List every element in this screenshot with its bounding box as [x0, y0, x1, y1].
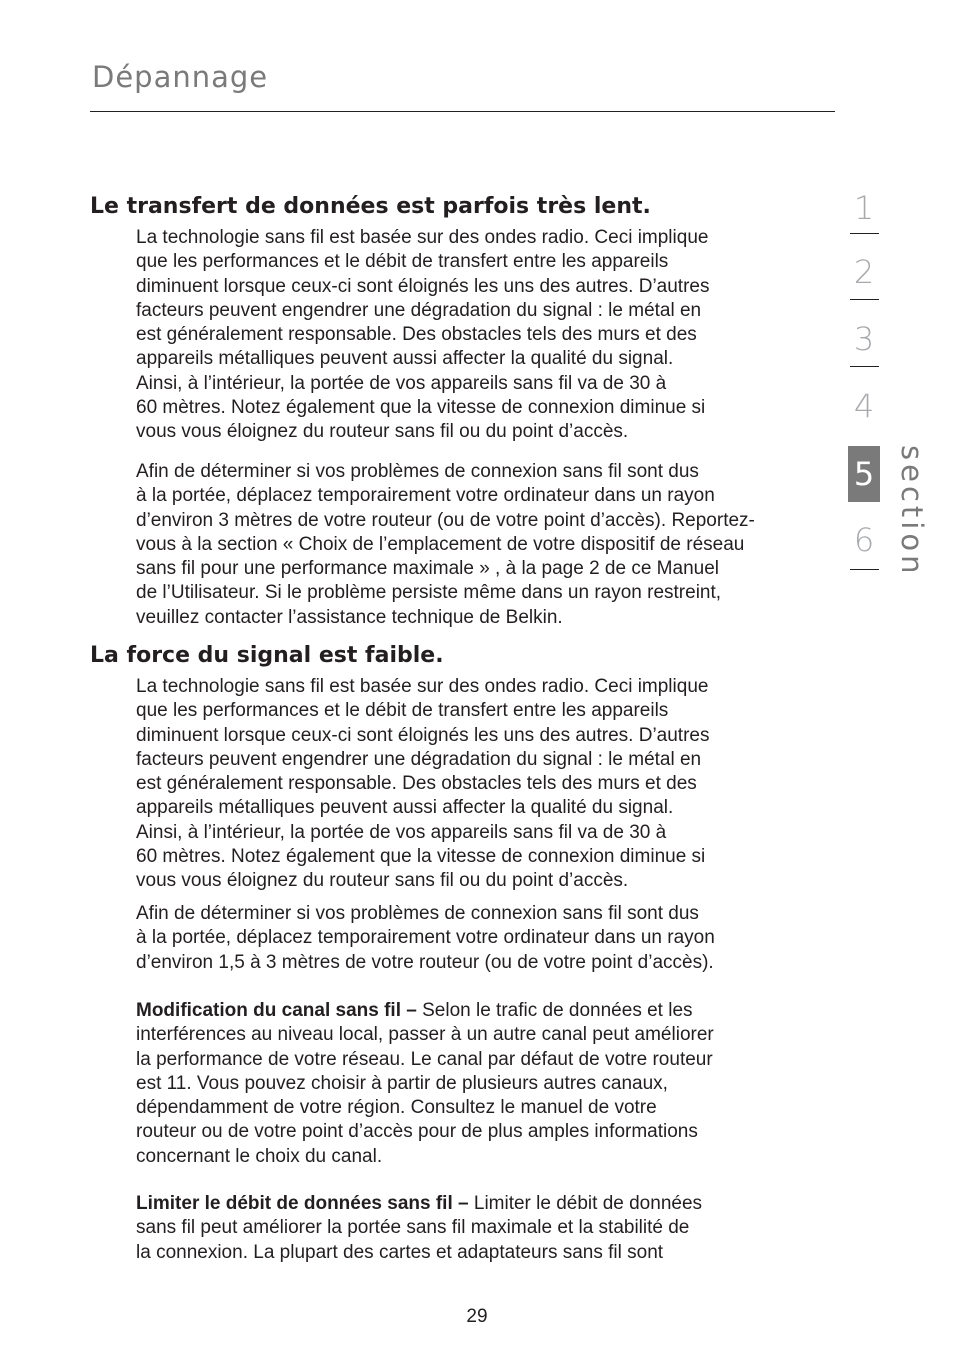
section-number-1: 1	[853, 189, 875, 227]
section-label: section	[895, 445, 929, 578]
section-divider	[850, 233, 879, 234]
section-number-6: 6	[853, 521, 875, 559]
tip-limit-rate	[136, 1192, 841, 1265]
paragraph-weak-signal-2: Afin de déterminer si vos problèmes de connexion sans fil sont dus à la portée, déplacez temporairement votre ordinateur dans un rayon d’environ 1,5 à 3 mètres de votre routeur (ou de votre point d’accès).	[136, 903, 715, 973]
tip-change-channel-text: Selon le trafic de données et les interférences au niveau local, passer à un autre canal peut améliorer la performance de votre réseau. Le canal par défaut de votre routeur est 11. Vous pouvez choisir à partir de plusieurs autres canaux, dépendamment de votre région. Consultez le manuel de votre routeur ou de votre point d’accès pour de plus amples informations concernant le choix du canal.	[136, 1000, 714, 1167]
header-divider	[90, 111, 835, 112]
tip-change-channel	[136, 999, 841, 1169]
page-number: 29	[466, 1306, 488, 1327]
section-number-3: 3	[853, 320, 875, 358]
section-number-4: 4	[853, 387, 875, 425]
page-header-title: Dépannage	[92, 60, 269, 94]
section-divider	[850, 299, 879, 300]
section-divider	[850, 366, 879, 367]
paragraph-slow-transfer-1: La technologie sans fil est basée sur des ondes radio. Ceci implique que les performances et le débit de transfert entre les appareils diminuent lorsque ceux-ci sont éloignés les uns des autres. D’autres facteurs peuvent engendrer une dégradation du signal : le métal en est généralement responsable. Des obstacles tels des murs et des appareils métalliques peuvent aussi affecter la qualité du signal. Ainsi, à l’intérieur, la portée de vos appareils sans fil va de 30 à 60 mètres. Notez également que la vitesse de connexion diminue si vous vous éloignez du routeur sans fil ou du point d’accès.	[136, 227, 710, 443]
section-number-5-active: 5	[848, 446, 880, 502]
paragraph-weak-signal-1: La technologie sans fil est basée sur des ondes radio. Ceci implique que les performances et le débit de transfert entre les appareils diminuent lorsque ceux-ci sont éloignés les uns des autres. D’autres facteurs peuvent engendrer une dégradation du signal : le métal en est généralement responsable. Des obstacles tels des murs et des appareils métalliques peuvent aussi affecter la qualité du signal. Ainsi, à l’intérieur, la portée de vos appareils sans fil va de 30 à 60 mètres. Notez également que la vitesse de connexion diminue si vous vous éloignez du routeur sans fil ou du point d’accès.	[136, 676, 710, 892]
tip-limit-rate-lead: Limiter le débit de données sans fil –	[136, 1193, 469, 1214]
section-heading-slow-transfer: Le transfert de données est parfois très lent.	[90, 194, 651, 219]
section-number-2: 2	[853, 253, 875, 291]
tip-change-channel-lead: Modification du canal sans fil –	[136, 1000, 417, 1021]
tip-limit-rate-text: Limiter le débit de données sans fil peut améliorer la portée sans fil maximale et la stabilité de la connexion. La plupart des cartes et adaptateurs sans fil sont	[136, 1193, 703, 1263]
section-heading-weak-signal: La force du signal est faible.	[90, 643, 444, 668]
section-divider	[850, 569, 879, 570]
paragraph-slow-transfer-2: Afin de déterminer si vos problèmes de connexion sans fil sont dus à la portée, déplacez temporairement votre ordinateur dans un rayon d’environ 3 mètres de votre routeur (ou de votre point d’accès). Reportez- vous à la section « Choix de l’emplacement de votre dispositif de réseau sans fil pour une performance maximale » , à la page 2 de ce Manuel de l’Utilisateur. Si le problème persiste même dans un rayon restreint, veuillez contacter l’assistance technique de Belkin.	[136, 461, 755, 628]
